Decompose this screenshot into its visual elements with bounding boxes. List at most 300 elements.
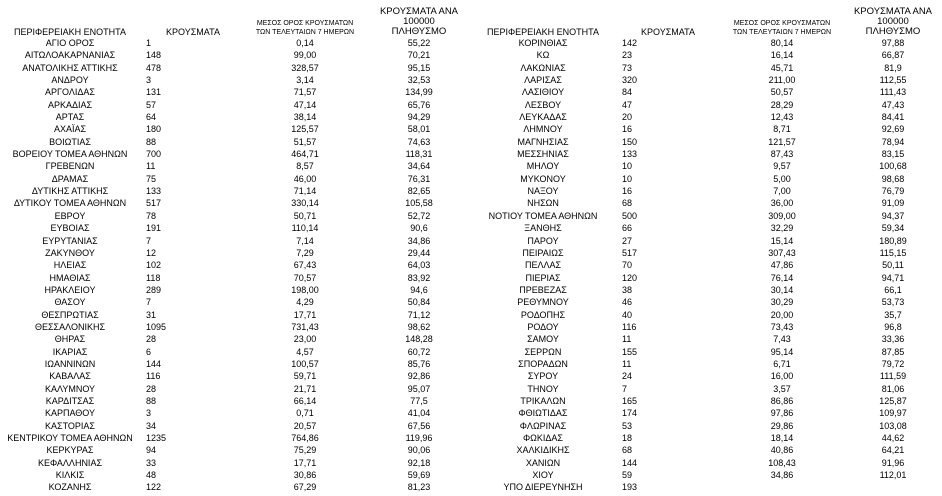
table-row — [470, 444, 942, 456]
cases-cell: 27 — [622, 235, 633, 246]
seven-day-average-cell: 121,57 — [768, 136, 796, 147]
seven-day-average-cell: 100,57 — [291, 358, 319, 369]
seven-day-average-cell: 75,29 — [293, 445, 317, 456]
region-cell: ΘΕΣΣΑΛΟΝΙΚΗΣ — [34, 321, 106, 332]
rate-per-100k-cell: 90,6 — [410, 223, 428, 234]
region-cell: ΠΑΡΟΥ — [527, 235, 559, 246]
seven-day-average-cell: 17,71 — [293, 457, 317, 468]
table-row — [0, 481, 474, 493]
right-table-panel — [470, 0, 942, 494]
table-row — [470, 346, 942, 358]
seven-day-average-cell: 7,29 — [296, 247, 314, 258]
cases-cell: 289 — [146, 284, 162, 295]
rate-per-100k-cell: 100,68 — [879, 161, 907, 172]
table-row — [470, 99, 942, 111]
table-row — [0, 247, 474, 259]
region-cell: ΡΟΔΟΥ — [527, 321, 559, 332]
rate-per-100k-cell: 81,23 — [407, 482, 431, 493]
cases-cell: 3 — [146, 75, 152, 86]
table-row — [470, 37, 942, 49]
cases-cell: 131 — [146, 87, 162, 98]
cases-cell: 73 — [622, 62, 633, 73]
cases-cell: 478 — [146, 62, 162, 73]
rate-per-100k-cell: 118,31 — [405, 149, 433, 160]
header-row — [470, 0, 942, 37]
cases-cell: 11 — [622, 334, 632, 345]
region-cell: ΚΙΛΚΙΣ — [55, 470, 85, 481]
region-cell: ΦΛΩΡΙΝΑΣ — [519, 420, 567, 431]
header-seven-day-average — [720, 0, 844, 37]
rate-per-100k-cell: 92,86 — [407, 371, 431, 382]
header-rate-per-100k — [364, 0, 474, 37]
table-row — [470, 259, 942, 271]
rate-per-100k-cell: 83,15 — [881, 149, 905, 160]
region-cell: ΦΘΙΩΤΙΔΑΣ — [518, 408, 568, 419]
table-row — [470, 432, 942, 444]
region-cell: ΑΡΚΑΔΙΑΣ — [47, 99, 93, 110]
seven-day-average-cell: 108,43 — [768, 457, 796, 468]
table-row — [470, 148, 942, 160]
cases-cell: 6 — [146, 346, 152, 357]
rate-per-100k-cell: 115,15 — [879, 247, 907, 258]
table-row — [470, 185, 942, 197]
rate-per-100k-cell: 105,58 — [405, 198, 433, 209]
rate-per-100k-cell — [844, 481, 942, 493]
cases-cell: 517 — [146, 198, 162, 209]
seven-day-average-cell: 67,43 — [293, 260, 317, 271]
header-rate-line2: ΠΛΗΘΥΣΜΟ — [391, 26, 447, 37]
region-cell: ΚΑΣΤΟΡΙΑΣ — [45, 420, 95, 431]
table-row — [0, 296, 474, 308]
seven-day-average-cell: 36,00 — [770, 198, 794, 209]
seven-day-average-cell: 34,86 — [770, 470, 794, 481]
table-row — [0, 469, 474, 481]
region-cell: ΛΕΣΒΟΥ — [524, 99, 562, 110]
seven-day-average-cell: 30,29 — [770, 297, 794, 308]
table-row — [470, 370, 942, 382]
region-cell: ΡΕΘΥΜΝΟΥ — [517, 297, 569, 308]
table-row — [0, 420, 474, 432]
seven-day-average-cell: 328,57 — [291, 62, 319, 73]
region-cell: ΚΕΡΚΥΡΑΣ — [46, 445, 94, 456]
cases-cell: 191 — [146, 223, 162, 234]
seven-day-average-cell: 764,86 — [291, 433, 319, 443]
seven-day-average-cell: 32,29 — [770, 223, 794, 234]
seven-day-average-cell: 330,14 — [291, 198, 319, 209]
rate-per-100k-cell: 94,37 — [881, 210, 905, 221]
cases-cell: 133 — [622, 149, 638, 160]
right-table-body — [470, 37, 942, 494]
rate-per-100k-cell: 44,62 — [881, 433, 905, 443]
rate-per-100k-cell: 64,21 — [881, 445, 905, 456]
rate-per-100k-cell: 78,94 — [881, 136, 905, 147]
seven-day-average-cell: 66,14 — [293, 395, 317, 406]
rate-per-100k-cell: 55,22 — [407, 38, 431, 48]
seven-day-average-cell: 20,00 — [770, 309, 794, 320]
seven-day-average-cell: 16,14 — [770, 50, 794, 61]
table-row — [0, 309, 474, 321]
rate-per-100k-cell: 109,97 — [879, 408, 907, 419]
table-row — [0, 321, 474, 333]
rate-per-100k-cell: 64,03 — [407, 260, 431, 271]
region-cell: ΚΑΡΠΑΘΟΥ — [44, 408, 96, 419]
cases-cell: 10 — [622, 161, 633, 172]
cases-cell: 1095 — [146, 321, 167, 332]
cases-cell: 700 — [146, 149, 162, 160]
table-row — [0, 222, 474, 234]
rate-per-100k-cell: 50,11 — [882, 260, 904, 271]
cases-cell: 7 — [622, 383, 628, 394]
cases-cell: 38 — [622, 284, 633, 295]
region-cell: ΞΑΝΘΗΣ — [524, 223, 562, 234]
region-cell: ΚΟΡΙΝΘΙΑΣ — [518, 38, 568, 48]
region-cell: ΡΟΔΟΠΗΣ — [520, 309, 566, 320]
header-region: ΠΕΡΙΦΕΡΕΙΑΚΗ ΕΝΟΤΗΤΑ — [486, 27, 600, 37]
seven-day-average-cell: 87,43 — [770, 149, 794, 160]
rate-per-100k-cell: 33,36 — [881, 334, 905, 345]
seven-day-average-cell: 0,14 — [296, 38, 314, 48]
table-row — [0, 123, 474, 135]
seven-day-average-cell: 3,57 — [773, 383, 791, 394]
header-cases: ΚΡΟΥΣΜΑΤΑ — [641, 27, 695, 37]
seven-day-average-cell: 211,00 — [768, 75, 796, 86]
rate-per-100k-cell: 58,01 — [407, 124, 431, 135]
region-cell: ΒΟΡΕΙΟΥ ΤΟΜΕΑ ΑΘΗΝΩΝ — [12, 149, 128, 160]
rate-per-100k-cell: 112,01 — [879, 470, 907, 481]
rate-per-100k-cell: 98,68 — [881, 173, 905, 184]
table-row — [470, 284, 942, 296]
rate-per-100k-cell: 134,99 — [405, 87, 433, 98]
region-cell: ΠΕΙΡΑΙΩΣ — [522, 247, 564, 258]
region-cell: ΧΑΝΙΩΝ — [525, 457, 561, 468]
region-cell: ΚΑΡΔΙΤΣΑΣ — [45, 395, 95, 406]
seven-day-average-cell: 71,57 — [293, 87, 317, 98]
table-row — [0, 111, 474, 123]
rate-per-100k-cell: 52,72 — [407, 210, 431, 221]
seven-day-average-cell: 307,43 — [768, 247, 796, 258]
region-cell: ΜΥΚΟΝΟΥ — [520, 173, 566, 184]
cases-cell: 33 — [146, 457, 157, 468]
table-row — [470, 210, 942, 222]
cases-cell: 70 — [622, 260, 633, 271]
seven-day-average-cell: 0,71 — [296, 408, 314, 419]
seven-day-average-cell — [720, 481, 844, 493]
table-row — [470, 62, 942, 74]
region-cell: ΚΑΛΥΜΝΟΥ — [44, 383, 96, 394]
seven-day-average-cell: 8,57 — [296, 161, 314, 172]
cases-cell: 23 — [622, 50, 633, 61]
cases-cell: 174 — [622, 408, 638, 419]
cases-cell: 155 — [622, 346, 638, 357]
region-cell: ΙΩΑΝΝΙΝΩΝ — [44, 358, 96, 369]
cases-cell: 11 — [622, 358, 632, 369]
seven-day-average-cell: 47,14 — [293, 99, 317, 110]
region-cell: ΣΥΡΟΥ — [527, 371, 559, 382]
seven-day-average-cell: 6,71 — [773, 358, 791, 369]
cases-cell: 1235 — [146, 433, 167, 443]
rate-per-100k-cell: 79,72 — [881, 358, 905, 369]
header-avg-line2: ΤΩΝ ΤΕΛΕΥΤΑΙΩΝ 7 ΗΜΕΡΩΝ — [255, 29, 355, 36]
table-row — [470, 123, 942, 135]
table-row — [0, 86, 474, 98]
table-row — [470, 309, 942, 321]
region-cell: ΚΕΦΑΛΛΗΝΙΑΣ — [37, 457, 103, 468]
region-cell: ΑΧΑΪΑΣ — [53, 124, 87, 135]
seven-day-average-cell: 29,86 — [770, 420, 794, 431]
cases-cell: 144 — [146, 358, 162, 369]
region-cell: ΝΗΣΩΝ — [527, 198, 559, 209]
rate-per-100k-cell: 70,21 — [407, 50, 431, 61]
region-cell: ΑΡΓΟΛΙΔΑΣ — [45, 87, 95, 98]
table-row — [0, 407, 474, 419]
rate-per-100k-cell: 91,96 — [881, 457, 905, 468]
rate-per-100k-cell: 35,7 — [884, 309, 902, 320]
header-rate-line1: ΚΡΟΥΣΜΑΤΑ ΑΝΑ 100000 — [853, 6, 933, 27]
seven-day-average-cell: 38,14 — [293, 112, 317, 123]
rate-per-100k-cell: 82,65 — [407, 186, 431, 197]
region-cell: ΝΟΤΙΟΥ ΤΟΜΕΑ ΑΘΗΝΩΝ — [488, 210, 598, 221]
seven-day-average-cell: 7,14 — [296, 235, 314, 246]
table-row — [0, 99, 474, 111]
cases-cell: 7 — [146, 297, 152, 308]
seven-day-average-cell: 50,57 — [770, 87, 794, 98]
region-cell: ΣΑΜΟΥ — [527, 334, 559, 345]
region-cell: ΚΟΖΑΝΗΣ — [48, 482, 92, 493]
rate-per-100k-cell: 92,18 — [407, 457, 431, 468]
cases-cell: 68 — [622, 198, 633, 209]
rate-per-100k-cell: 94,29 — [407, 112, 431, 123]
seven-day-average-cell: 97,86 — [770, 408, 794, 419]
cases-cell: 53 — [622, 420, 633, 431]
rate-per-100k-cell: 148,28 — [405, 334, 433, 345]
cases-cell: 517 — [622, 247, 638, 258]
seven-day-average-cell: 464,71 — [291, 149, 319, 160]
region-cell: ΖΑΚΥΝΘΟΥ — [45, 247, 95, 258]
rate-per-100k-cell: 34,86 — [407, 235, 431, 246]
rate-per-100k-cell: 180,89 — [879, 235, 907, 246]
cases-cell: 148 — [146, 50, 162, 61]
rate-per-100k-cell: 92,69 — [881, 124, 905, 135]
table-row — [470, 407, 942, 419]
table-row — [0, 148, 474, 160]
cases-cell: 78 — [146, 210, 157, 221]
region-cell: ΘΕΣΠΡΩΤΙΑΣ — [41, 309, 99, 320]
seven-day-average-cell: 40,86 — [770, 445, 794, 456]
rate-per-100k-cell: 81,06 — [881, 383, 905, 394]
region-cell: ΑΓΙΟ ΟΡΟΣ — [45, 38, 95, 48]
table-row — [0, 235, 474, 247]
region-cell: ΤΗΝΟΥ — [527, 383, 559, 394]
cases-cell: 150 — [622, 136, 638, 147]
rate-per-100k-cell: 85,76 — [407, 358, 431, 369]
seven-day-average-cell: 71,14 — [293, 186, 317, 197]
seven-day-average-cell: 73,43 — [770, 321, 794, 332]
cases-cell: 75 — [146, 173, 157, 184]
table-row — [470, 160, 942, 172]
cases-cell: 1 — [146, 38, 152, 48]
header-avg-line1: ΜΕΣΟΣ ΟΡΟΣ ΚΡΟΥΣΜΑΤΩΝ — [256, 20, 354, 27]
cases-cell: 10 — [622, 173, 633, 184]
cases-cell: 165 — [622, 395, 638, 406]
cases-cell: 144 — [622, 457, 638, 468]
cases-cell: 34 — [146, 420, 157, 431]
seven-day-average-cell: 7,43 — [773, 334, 791, 345]
region-cell: ΗΛΕΙΑΣ — [53, 260, 87, 271]
rate-per-100k-cell: 29,44 — [407, 247, 431, 258]
table-row — [0, 370, 474, 382]
table-row — [470, 481, 942, 493]
cases-cell: 88 — [146, 395, 157, 406]
table-row — [470, 296, 942, 308]
cases-cell: 320 — [622, 75, 638, 86]
table-row — [470, 173, 942, 185]
region-cell: ΚΕΝΤΡΙΚΟΥ ΤΟΜΕΑ ΑΘΗΝΩΝ — [7, 433, 133, 443]
region-cell: ΗΡΑΚΛΕΙΟΥ — [44, 284, 96, 295]
cases-cell: 118 — [146, 272, 161, 283]
cases-cell: 59 — [622, 470, 633, 481]
seven-day-average-cell: 76,14 — [770, 272, 794, 283]
rate-per-100k-cell: 67,56 — [407, 420, 431, 431]
rate-per-100k-cell: 66,87 — [881, 50, 905, 61]
cases-cell: 133 — [146, 186, 162, 197]
table-row — [0, 62, 474, 74]
header-avg-line1: ΜΕΣΟΣ ΟΡΟΣ ΚΡΟΥΣΜΑΤΩΝ — [733, 20, 831, 27]
table-row — [0, 173, 474, 185]
region-cell: ΜΑΓΝΗΣΙΑΣ — [517, 136, 569, 147]
region-cell: ΙΚΑΡΙΑΣ — [52, 346, 88, 357]
cases-cell: 48 — [146, 470, 157, 481]
seven-day-average-cell: 16,00 — [770, 371, 794, 382]
rate-per-100k-cell: 125,87 — [879, 395, 907, 406]
table-row — [470, 272, 942, 284]
table-row — [470, 136, 942, 148]
table-row — [0, 395, 474, 407]
cases-cell: 12 — [146, 247, 157, 258]
table-row — [470, 358, 942, 370]
region-cell: ΜΕΣΣΗΝΙΑΣ — [517, 149, 569, 160]
seven-day-average-cell: 17,71 — [293, 309, 317, 320]
region-cell: ΕΥΒΟΙΑΣ — [50, 223, 90, 234]
rate-per-100k-cell: 90,06 — [407, 445, 431, 456]
seven-day-average-cell: 51,57 — [293, 136, 317, 147]
cases-cell: 142 — [622, 38, 638, 48]
header-region: ΠΕΡΙΦΕΡΕΙΑΚΗ ΕΝΟΤΗΤΑ — [13, 27, 127, 37]
cases-cell: 46 — [622, 297, 633, 308]
header-rate-line1: ΚΡΟΥΣΜΑΤΑ ΑΝΑ 100000 — [379, 6, 459, 27]
region-cell: ΓΡΕΒΕΝΩΝ — [45, 161, 95, 172]
seven-day-average-cell: 59,71 — [293, 371, 317, 382]
rate-per-100k-cell: 103,08 — [879, 420, 907, 431]
seven-day-average-cell: 28,29 — [770, 99, 794, 110]
table-row — [0, 160, 474, 172]
rate-per-100k-cell: 53,73 — [881, 297, 905, 308]
region-cell: ΒΟΙΩΤΙΑΣ — [49, 136, 91, 147]
cases-cell: 120 — [622, 272, 638, 283]
cases-cell: 122 — [146, 482, 162, 493]
seven-day-average-cell: 23,00 — [293, 334, 317, 345]
region-cell: ΛΑΡΙΣΑΣ — [524, 75, 562, 86]
table-row — [470, 395, 942, 407]
region-cell: ΑΝΔΡΟΥ — [51, 75, 89, 86]
rate-per-100k-cell: 32,53 — [407, 75, 431, 86]
rate-per-100k-cell: 77,5 — [410, 395, 428, 406]
table-row — [0, 49, 474, 61]
region-cell: ΣΠΟΡΑΔΩΝ — [518, 358, 568, 369]
header-rate-line2: ΠΛΗΘΥΣΜΟ — [865, 26, 921, 37]
seven-day-average-cell: 67,29 — [293, 482, 317, 493]
cases-cell: 66 — [622, 223, 633, 234]
table-row — [470, 111, 942, 123]
seven-day-average-cell: 70,57 — [293, 272, 317, 283]
table-row — [0, 358, 474, 370]
seven-day-average-cell: 12,43 — [770, 112, 794, 123]
table-row — [470, 333, 942, 345]
cases-cell: 24 — [622, 371, 633, 382]
table-row — [470, 86, 942, 98]
rate-per-100k-cell: 34,64 — [407, 161, 431, 172]
rate-per-100k-cell: 91,09 — [881, 198, 905, 209]
seven-day-average-cell: 99,00 — [293, 50, 317, 61]
table-row — [0, 346, 474, 358]
header-cases: ΚΡΟΥΣΜΑΤΑ — [166, 27, 220, 37]
cases-cell: 47 — [622, 99, 633, 110]
table-row — [470, 74, 942, 86]
table-row — [0, 333, 474, 345]
cases-cell: 20 — [622, 112, 633, 123]
table-row — [470, 247, 942, 259]
region-cell: ΛΑΣΙΘΙΟΥ — [521, 87, 565, 98]
seven-day-average-cell: 30,86 — [293, 470, 317, 481]
rate-per-100k-cell: 41,04 — [407, 408, 431, 419]
seven-day-average-cell: 110,14 — [291, 223, 319, 234]
rate-per-100k-cell: 94,6 — [410, 284, 428, 295]
rate-per-100k-cell: 71,12 — [407, 309, 431, 320]
region-cell: ΗΜΑΘΙΑΣ — [49, 272, 91, 283]
seven-day-average-cell: 20,57 — [293, 420, 317, 431]
seven-day-average-cell: 309,00 — [768, 210, 796, 221]
cases-cell: 28 — [146, 383, 157, 394]
rate-per-100k-cell: 97,88 — [881, 38, 905, 48]
cases-cell: 180 — [146, 124, 162, 135]
table-row — [0, 383, 474, 395]
region-cell: ΑΡΤΑΣ — [55, 112, 85, 123]
rate-per-100k-cell: 95,07 — [407, 383, 431, 394]
seven-day-average-cell: 50,71 — [293, 210, 317, 221]
seven-day-average-cell: 731,43 — [291, 321, 319, 332]
rate-per-100k-cell: 81,9 — [884, 62, 902, 73]
region-cell: ΔΡΑΜΑΣ — [51, 173, 89, 184]
seven-day-average-cell: 125,57 — [291, 124, 319, 135]
region-cell: ΥΠΟ ΔΙΕΡΕΥΝΗΣΗ — [503, 482, 583, 493]
cases-cell: 16 — [622, 186, 633, 197]
cases-cell: 3 — [146, 408, 152, 419]
region-cell: ΑΙΤΩΛΟΑΚΑΡΝΑΝΙΑΣ — [24, 50, 116, 61]
region-cell: ΕΥΡΥΤΑΝΙΑΣ — [42, 235, 98, 246]
rate-per-100k-cell: 59,34 — [881, 223, 905, 234]
seven-day-average-cell: 7,00 — [773, 186, 791, 197]
cases-cell: 94 — [146, 445, 157, 456]
seven-day-average-cell: 4,57 — [296, 346, 314, 357]
table-row — [0, 185, 474, 197]
rate-per-100k-cell: 84,41 — [881, 112, 905, 123]
table-row — [470, 222, 942, 234]
rate-per-100k-cell: 111,59 — [879, 371, 907, 382]
table-row — [0, 210, 474, 222]
rate-per-100k-cell: 59,69 — [407, 470, 431, 481]
seven-day-average-cell: 9,57 — [773, 161, 791, 172]
rate-per-100k-cell: 76,79 — [881, 186, 905, 197]
table-row — [470, 235, 942, 247]
